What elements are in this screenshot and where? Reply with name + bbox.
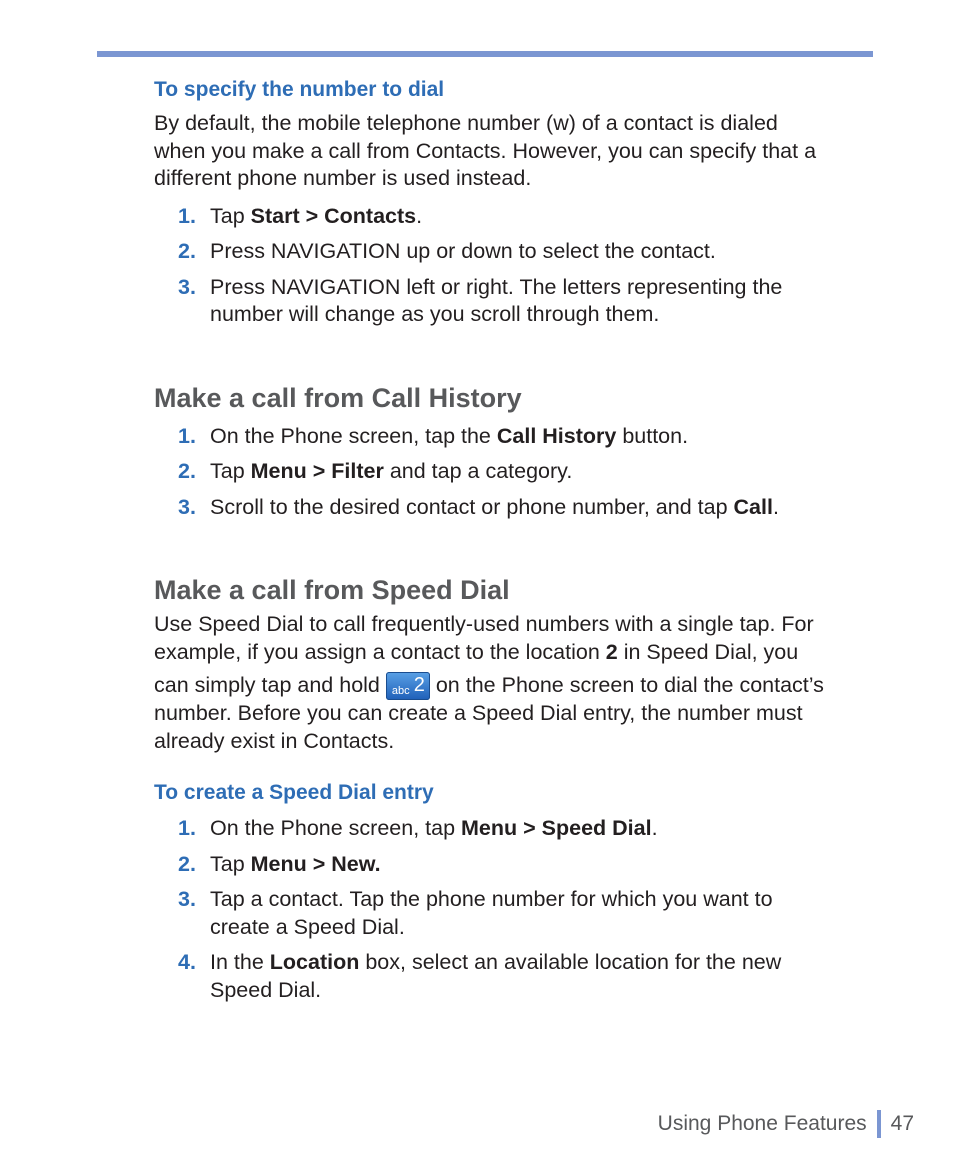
list-item: 3. Scroll to the desired contact or phone number, and tap Call. [178,494,779,519]
page-number: 47 [890,1112,914,1135]
footer-chapter: Using Phone Features [657,1112,867,1135]
steps-call-history [154,423,874,522]
list-item: 1. Tap Start > Contacts. [178,203,423,228]
page-content [154,76,874,1012]
list-item: 2. Tap Menu > New. [178,851,381,876]
heading-speed-dial: Make a call from Speed Dial [154,575,510,605]
page-footer [658,1110,914,1138]
subheading-create-speed-dial: To create a Speed Dial entry [154,781,434,804]
list-item: 2. Tap Menu > Filter and tap a category. [178,459,573,483]
list-item: 1. On the Phone screen, tap the Call History button. [178,423,689,448]
intro-paragraph: By default, the mobile telephone number (w) of a contact is dialed when you make a call from Contacts. However, you can specify that a different phone number is used instead. [154,111,817,190]
steps-specify-number [154,203,874,329]
top-rule [97,51,873,57]
list-item: 4. In the Location box, select an available location for the new Speed Dial. [178,950,782,1002]
speed-dial-paragraph: Use Speed Dial to call frequently-used numbers with a single tap. For example, if you assign a contact to the location 2 in Speed Dial, you can simply tap and hold abc 2 on the Phone screen to dial the contact’s number. Before you can create a Speed Dial entry, the number must already exist in Contacts. [154,612,824,753]
subheading-specify-number: To specify the number to dial [154,78,445,101]
heading-call-history: Make a call from Call History [154,382,522,413]
list-item: 2. Press NAVIGATION up or down to select the contact. [178,239,716,263]
abc2-key-icon: abc 2 [386,672,430,700]
list-item: 1. On the Phone screen, tap Menu > Speed Dial. [178,816,658,840]
list-item: 3. Press NAVIGATION left or right. The letters representing the number will change as you scroll through them. [178,274,783,326]
steps-create-speed-dial [154,815,874,1004]
list-item: 3. Tap a contact. Tap the phone number for which you want to create a Speed Dial. [178,887,773,939]
footer-separator [877,1110,881,1138]
